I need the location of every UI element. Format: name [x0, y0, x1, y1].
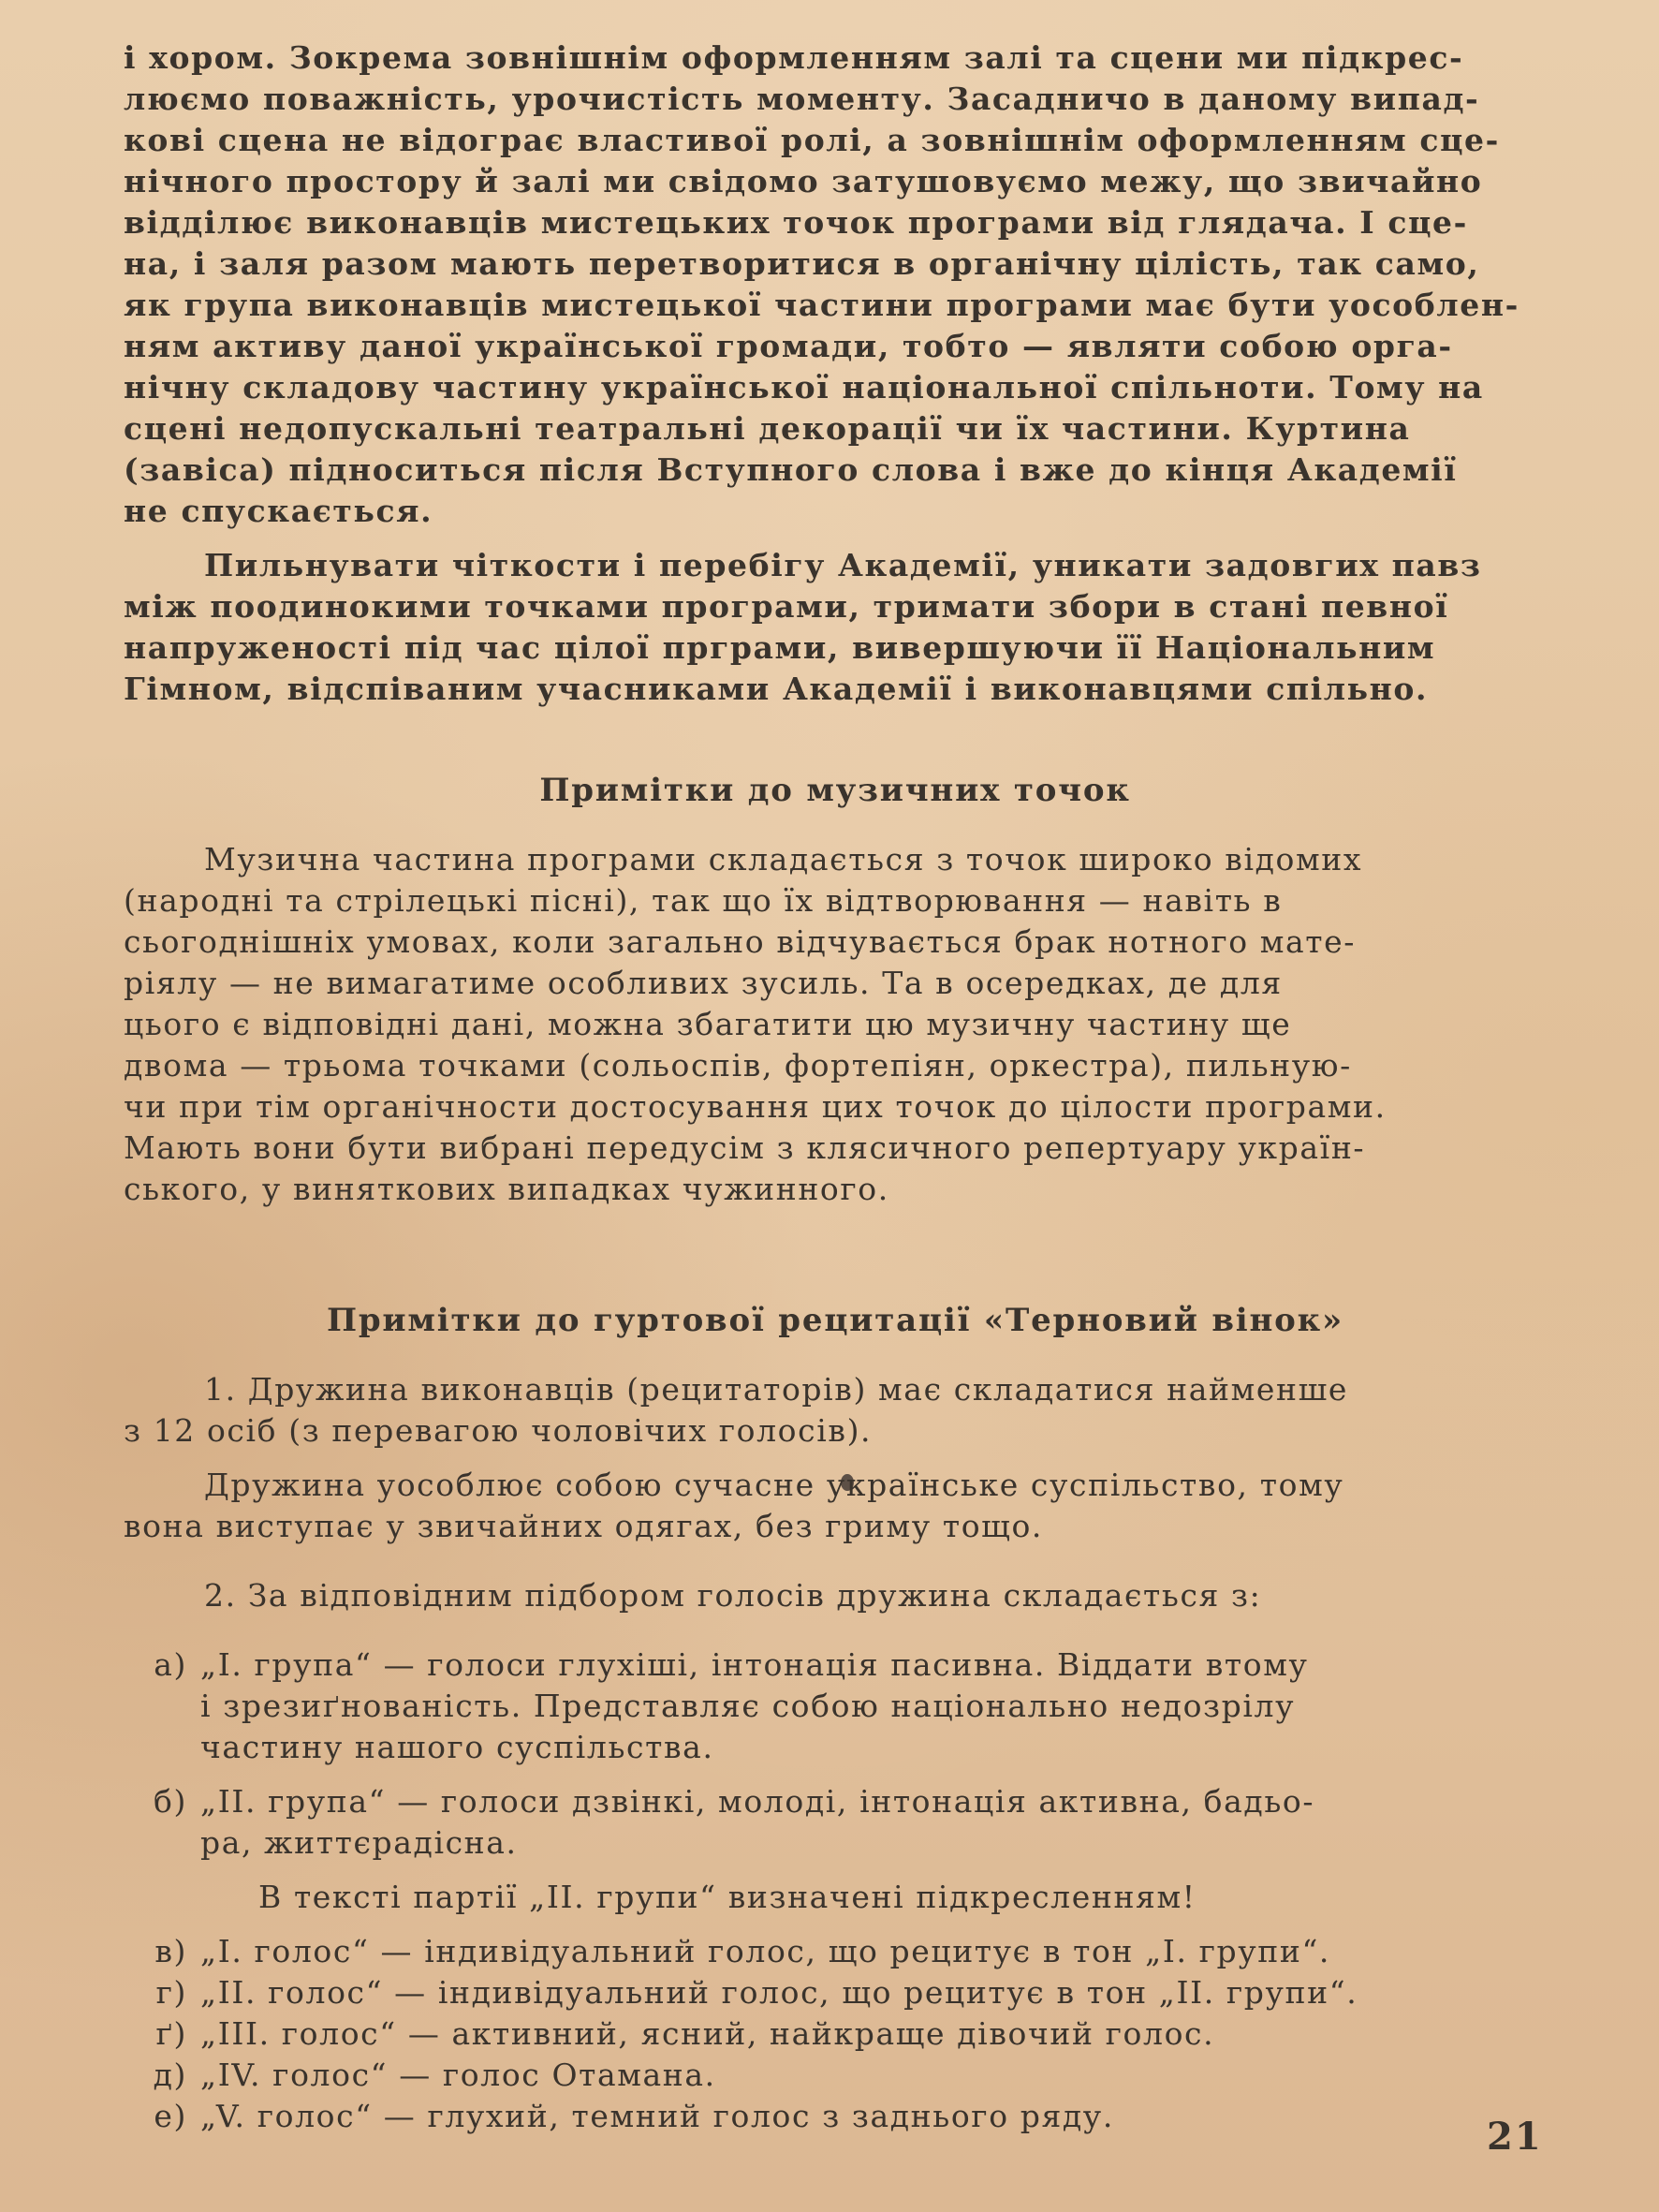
list-item — [124, 1972, 1547, 2013]
list-item — [124, 1644, 1547, 1768]
underline-note: В тексті партії „ІІ. групи“ визначені підкресленням! — [258, 1879, 1197, 1915]
list-text: „IV. голос“ — голос Отамана. — [200, 2057, 716, 2093]
paragraph-music-part: Музична частина програми складається з точок широко відомих (народні та стрілецькі пісні), так що їх відтворювання — навіть в сьогоднішніх умовах, коли загально відчувається брак нотного мате- ріялу — не вимагатиме особливих зусиль. Та в осередках, де для цього є відповідні дані, можна збагатити цю музичну частину ще двома — трьома точками (сольоспів, фортепіян, оркестра), пильную- чи при тім органічности достосування цих точок до цілости програми. Мають вони бути вибрані передусім з клясичного репертуару україн- ського, у виняткових випадках чужинного. — [124, 841, 1387, 1207]
list-item — [124, 2055, 1547, 2096]
heading-recitation-notes: Примітки до гуртової рецитації «Терновий вінок» — [326, 1302, 1344, 1339]
list-marker: е) — [154, 2098, 187, 2134]
list-text: „ІІІ. голос“ — активний, ясний, найкраще дівочий голос. — [200, 2015, 1215, 2052]
list-marker: д) — [153, 2057, 187, 2093]
list-item — [124, 2013, 1547, 2055]
list-item — [124, 2096, 1547, 2137]
paragraph-academy-flow: Пильнувати чіткости і перебігу Академії, уникати задовгих павз між поодинокими точками програми, тримати збори в стані певної напруженості під час цілої прграми, вивершуючи її Національним Гімном, відспіваним учасниками Академії і виконавцями спільно. — [124, 547, 1482, 707]
list-marker: ґ) — [155, 2015, 187, 2052]
list-marker: в) — [154, 1933, 187, 1969]
page-number: 21 — [1487, 2115, 1543, 2159]
list-text: „ІІ. група“ — голоси дзвінкі, молоді, інтонація активна, бадьо- ра, життєрадісна. — [200, 1783, 1315, 1861]
list-marker: а) — [154, 1646, 187, 1683]
list-text: „І. голос“ — індивідуальний голос, що рецитує в тон „І. групи“. — [200, 1933, 1331, 1969]
list-text: „І. група“ — голоси глухіші, інтонація пасивна. Віддати втому і зрезиґнованість. Представляє собою національно недозрілу частину нашого суспільства. — [200, 1646, 1309, 1765]
list-marker: г) — [155, 1974, 187, 2011]
list-item — [124, 1781, 1547, 1864]
list-item — [124, 1931, 1547, 1972]
paragraph-stage-design: і хором. Зокрема зовнішнім оформленням залі та сцени ми підкрес- люємо поважність, урочистість моменту. Засадничо в даному випад- кові сцена не відограє властивої ролі, а зовнішнім оформленням сце- нічного простору й залі ми свідомо затушовуємо межу, що звичайно відділює виконавців мистецьких точок програми від глядача. І сце- на, і заля разом мають перетворитися в органічну цілість, так само, як група виконавців мистецької частини програми має бути уособлен- ням активу даної української громади, тобто — являти собою орга- нічну складову частину української національної спільноти. Тому на сцені недопускальні театральні декорації чи їх частини. Куртина (завіса) підноситься після Вступного слова і вже до кінця Академії не спускається. — [124, 39, 1520, 529]
paragraph-item-2: 2. За відповідним підбором голосів дружина складається з: — [204, 1577, 1262, 1614]
paragraph-troupe: Дружина уособлює собою сучасне українське суспільство, тому вона виступає у звичайних одягах, без гриму тощо. — [124, 1467, 1344, 1544]
page-content — [124, 37, 1547, 2137]
list-text: „V. голос“ — глухий, темний голос з заднього ряду. — [200, 2098, 1114, 2134]
heading-music-notes: Примітки до музичних точок — [539, 772, 1131, 809]
list-text: „ІІ. голос“ — індивідуальний голос, що рецитує в тон „ІІ. групи“. — [200, 1974, 1358, 2011]
list-marker: б) — [154, 1783, 187, 1820]
paragraph-item-1: 1. Дружина виконавців (рецитаторів) має складатися найменше з 12 осіб (з перевагою чоловічих голосів). — [124, 1371, 1348, 1449]
